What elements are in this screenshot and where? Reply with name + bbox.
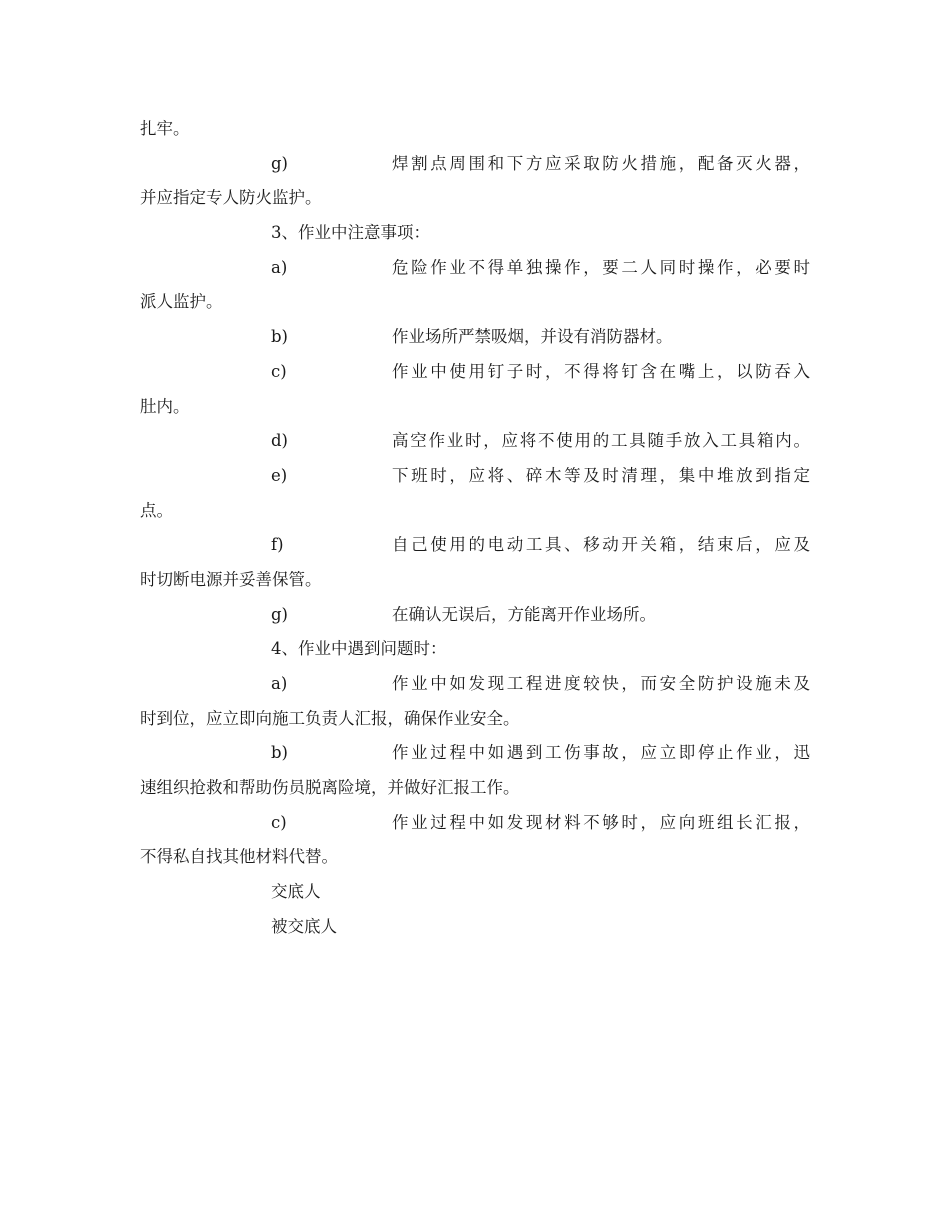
list-item-marker: e) xyxy=(271,465,288,485)
list-item xyxy=(140,147,810,182)
list-item xyxy=(140,598,810,633)
list-item-marker: a) xyxy=(271,674,288,693)
list-item-marker: a) xyxy=(271,257,288,277)
list-item-text: 危险作业不得单独操作，要二人同时操作，必要时 xyxy=(392,257,810,277)
list-item-marker: g) xyxy=(271,153,288,173)
list-item xyxy=(140,424,810,459)
continuation-line: 不得私自找其他材料代替。 xyxy=(140,847,338,867)
continuation-line: 时切断电源并妥善保管。 xyxy=(140,569,322,589)
list-item-marker: b) xyxy=(271,327,288,347)
list-item xyxy=(140,320,810,355)
document-body xyxy=(140,112,810,945)
list-item xyxy=(140,528,810,563)
list-item-text: 作业中如发现工程进度较快，而安全防护设施未及 xyxy=(392,674,810,693)
list-item-marker: f) xyxy=(271,535,284,555)
list-item xyxy=(140,806,810,841)
list-item-marker: c) xyxy=(271,812,287,832)
continuation-line: 扎牢。 xyxy=(140,119,190,138)
list-item xyxy=(140,736,810,771)
list-item xyxy=(140,251,810,286)
list-item-text: 作业中使用钉子时，不得将钉含在嘴上，以防吞入 xyxy=(392,361,810,381)
list-item-marker: g) xyxy=(271,604,288,624)
list-item xyxy=(140,459,810,494)
list-item-marker: d) xyxy=(271,431,288,451)
list-item-marker: c) xyxy=(271,361,287,381)
continuation-line: 并应指定专人防火监护。 xyxy=(140,188,322,208)
continuation-line: 速组织抢救和帮助伤员脱离险境，并做好汇报工作。 xyxy=(140,778,520,798)
continuation-line: 肚内。 xyxy=(140,396,190,416)
list-item-text: 作业过程中如遇到工伤事故，应立即停止作业，迅 xyxy=(392,743,810,763)
list-item-text: 自己使用的电动工具、移动开关箱，结束后，应及 xyxy=(392,535,810,555)
list-item-text: 高空作业时，应将不使用的工具随手放入工具箱内。 xyxy=(392,431,810,451)
continuation-line: 点。 xyxy=(140,500,173,520)
list-item-text: 焊割点周围和下方应采取防火措施，配备灭火器， xyxy=(392,153,810,173)
indented-line: 3、作业中注意事项： xyxy=(271,223,430,243)
list-item xyxy=(140,667,810,702)
continuation-line: 派人监护。 xyxy=(140,292,223,312)
list-item-text: 作业过程中如发现材料不够时，应向班组长汇报， xyxy=(392,812,810,832)
list-item xyxy=(140,355,810,390)
list-item-marker: b) xyxy=(271,743,288,763)
list-item-text: 在确认无误后，方能离开作业场所。 xyxy=(392,604,656,624)
continuation-line: 时到位，应立即向施工负责人汇报，确保作业安全。 xyxy=(140,708,520,728)
indented-line: 被交底人 xyxy=(271,916,337,936)
indented-line: 交底人 xyxy=(271,882,321,902)
indented-line: 4、作业中遇到问题时： xyxy=(271,639,447,659)
list-item-text: 作业场所严禁吸烟，并设有消防器材。 xyxy=(392,327,673,347)
list-item-text: 下班时，应将、碎木等及时清理，集中堆放到指定 xyxy=(392,465,810,485)
